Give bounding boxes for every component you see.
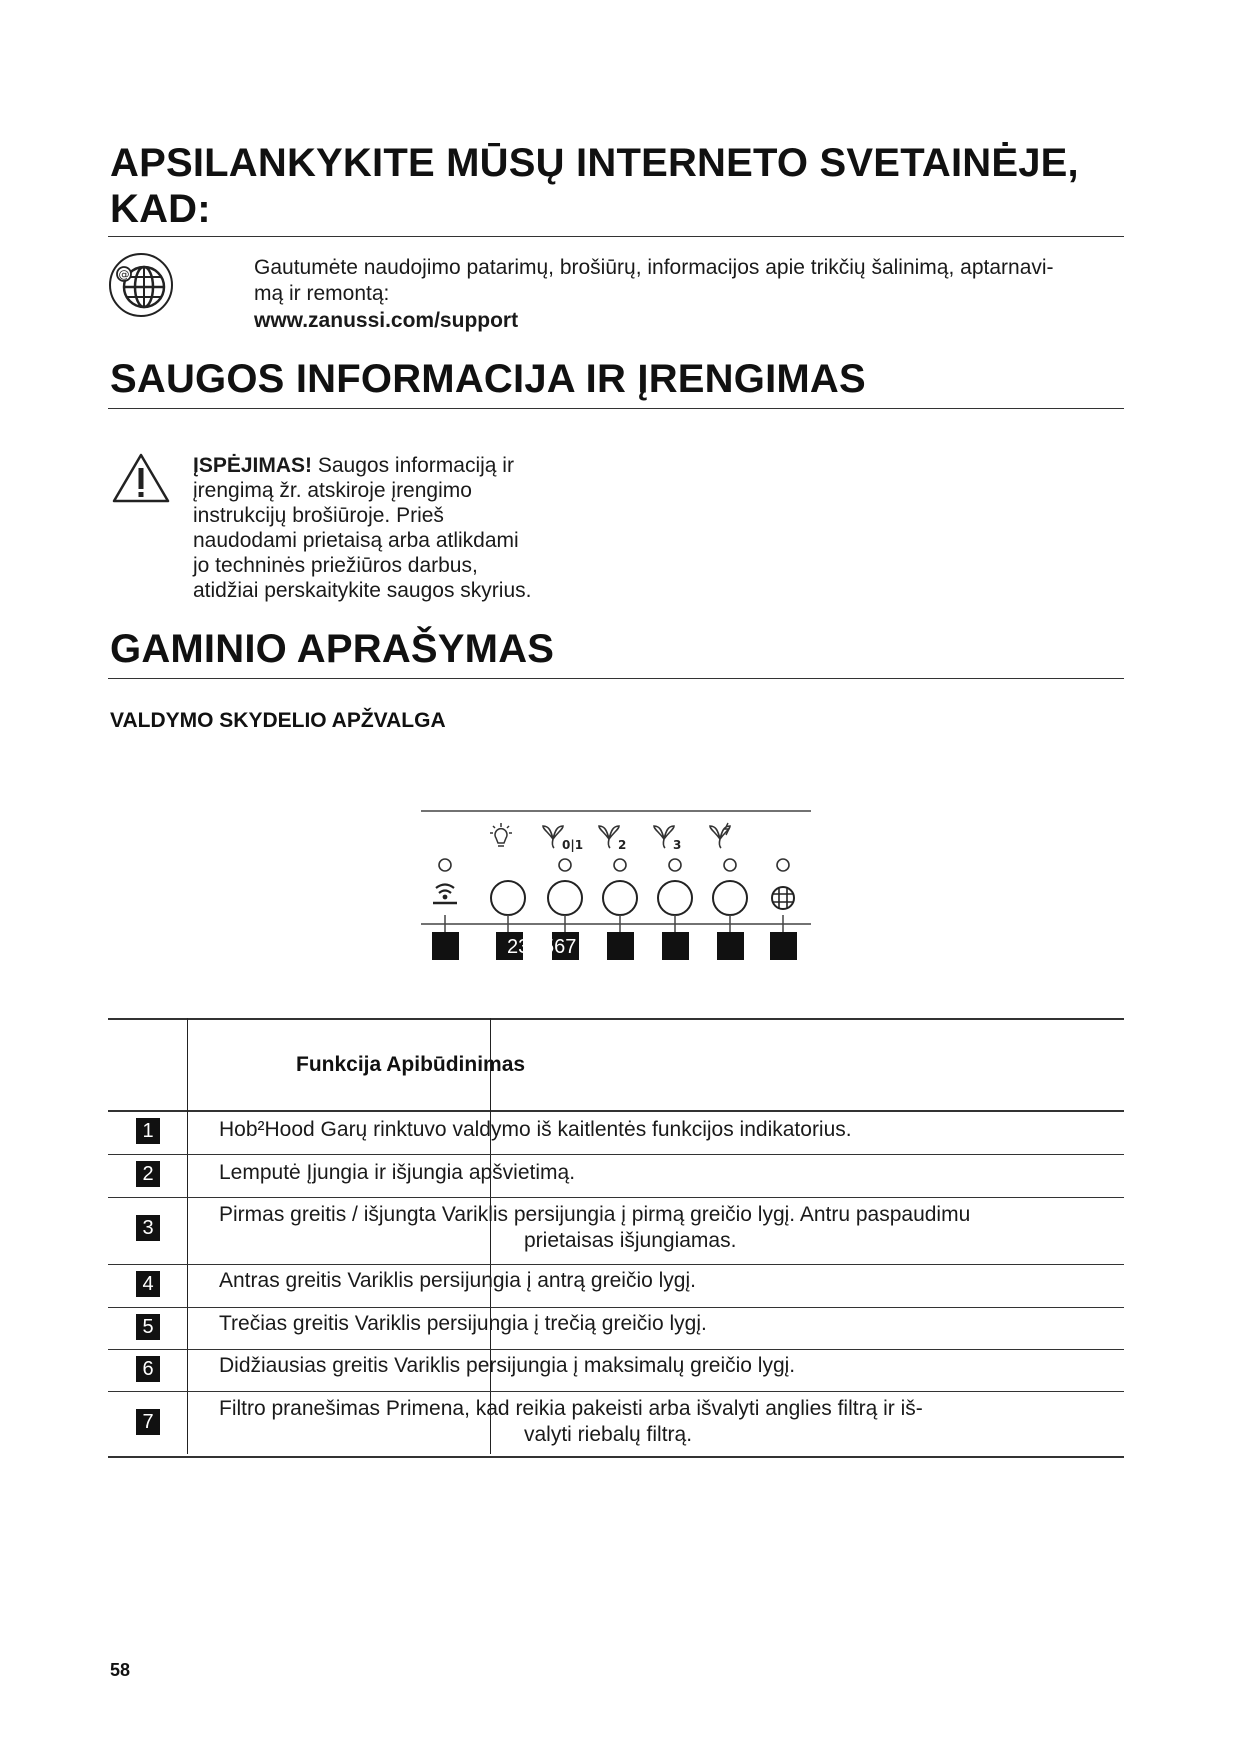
table-top-rule: [108, 1018, 1124, 1020]
speed-2-button[interactable]: [603, 881, 637, 915]
visit-text-line1: Gautumėte naudojimo patarimų, brošiūrų, informacijos apie trikčių šalinimą, aptarnavi-: [254, 256, 1054, 279]
light-button[interactable]: [491, 881, 525, 915]
row-number-badge: 5: [136, 1314, 160, 1340]
warning-text: Saugos informaciją ir: [312, 454, 514, 477]
fan-speed-1-label: 0|1: [562, 838, 584, 852]
warning-line6: atidžiai perskaitykite saugos skyrius.: [193, 579, 532, 602]
fan-speed-2-icon: [599, 826, 626, 852]
speed-3-led: [669, 859, 681, 871]
table-row-rule: [108, 1391, 1124, 1392]
table-row-rule: [108, 1197, 1124, 1198]
table-row-rule: [108, 1154, 1124, 1155]
callout-7: [770, 932, 797, 960]
boost-led: [724, 859, 736, 871]
subheading-control-panel: VALDYMO SKYDELIO APŽVALGA: [110, 709, 446, 732]
table-cell-cont: prietaisas išjungiamas.: [524, 1229, 737, 1252]
speed-1-led: [559, 859, 571, 871]
divider: [108, 408, 1124, 409]
table-cell: Hob²Hood Garų rinktuvo valdymo iš kaitlentės funkcijos indikatorius.: [219, 1118, 852, 1141]
filter-grid-icon: [772, 887, 794, 909]
warning-triangle-icon: [112, 452, 170, 504]
globe-web-icon: [108, 252, 174, 318]
table-bottom-rule: [108, 1456, 1124, 1458]
support-url-link[interactable]: www.zanussi.com/support: [254, 309, 519, 332]
table-row-rule: [108, 1349, 1124, 1350]
row-number-badge: 2: [136, 1161, 160, 1187]
divider: [108, 678, 1124, 679]
fan-speed-3-icon: [654, 826, 681, 852]
fan-speed-2-label: 2: [618, 838, 627, 852]
warning-line5: jo techninės priežiūros darbus,: [193, 554, 478, 577]
filter-led: [777, 859, 789, 871]
page-number: 58: [110, 1660, 131, 1680]
callout-1: [432, 932, 459, 960]
warning-line2: įrengimą žr. atskiroje įrengimo: [193, 479, 472, 502]
wifi-signal-icon: [433, 885, 457, 904]
callout-6: [717, 932, 744, 960]
speed-3-button[interactable]: [658, 881, 692, 915]
hob2hood-led: [439, 859, 451, 871]
table-header-rule: [108, 1110, 1124, 1112]
light-bulb-icon: [490, 823, 512, 846]
callout-5: [662, 932, 689, 960]
table-cell: Trečias greitis Variklis persijungia į trečią greičio lygį.: [219, 1312, 707, 1335]
boost-button[interactable]: [713, 881, 747, 915]
table-cell-cont: valyti riebalų filtrą.: [524, 1423, 693, 1446]
warning-line4: naudodami prietaisą arba atlikdami: [193, 529, 519, 552]
table-cell: Didžiausias greitis Variklis persijungia į maksimalų greičio lygį.: [219, 1354, 796, 1377]
table-header: Funkcija Apibūdinimas: [296, 1053, 526, 1076]
divider: [108, 236, 1124, 237]
fan-boost-icon: [710, 823, 730, 848]
fan-speed-3-label: 3: [673, 838, 682, 852]
heading-visit-line2: KAD:: [110, 187, 211, 231]
table-row-rule: [108, 1307, 1124, 1308]
table-cell: Antras greitis Variklis persijungia į antrą greičio lygį.: [219, 1269, 696, 1292]
speed-2-led: [614, 859, 626, 871]
visit-text-line2: mą ir remontą:: [254, 282, 390, 305]
table-cell: Pirmas greitis / išjungta Variklis persijungia į pirmą greičio lygį. Antru paspaudimu: [219, 1203, 971, 1226]
table-col-divider: [187, 1018, 188, 1454]
callout-4: [607, 932, 634, 960]
table-row-rule: [108, 1264, 1124, 1265]
row-number-badge: 1: [136, 1118, 160, 1144]
row-number-badge: 4: [136, 1271, 160, 1297]
table-cell: Filtro pranešimas Primena, kad reikia pakeisti arba išvalyti anglies filtrą ir iš-: [219, 1397, 923, 1420]
callout-label-567: 567: [543, 936, 577, 958]
heading-visit-line1: APSILANKYKITE MŪSŲ INTERNETO SVETAINĖJE,: [110, 141, 1079, 185]
row-number-badge: 3: [136, 1215, 160, 1241]
fan-speed-1-icon: [543, 826, 583, 852]
table-cell: Lemputė Įjungia ir išjungia apšvietimą.: [219, 1161, 576, 1184]
table-col-divider: [490, 1018, 491, 1454]
warning-line1: [193, 452, 514, 479]
heading-safety: SAUGOS INFORMACIJA IR ĮRENGIMAS: [110, 357, 866, 401]
row-number-badge: 6: [136, 1356, 160, 1382]
warning-label: ĮSPĖJIMAS!: [193, 454, 313, 477]
callout-label-23: 23: [507, 936, 530, 958]
heading-product: GAMINIO APRAŠYMAS: [110, 627, 555, 671]
svg-text:@: @: [118, 268, 130, 281]
control-panel-diagram: [415, 805, 815, 970]
speed-1-button[interactable]: [548, 881, 582, 915]
row-number-badge: 7: [136, 1409, 160, 1435]
warning-line3: instrukcijų brošiūroje. Prieš: [193, 504, 444, 527]
